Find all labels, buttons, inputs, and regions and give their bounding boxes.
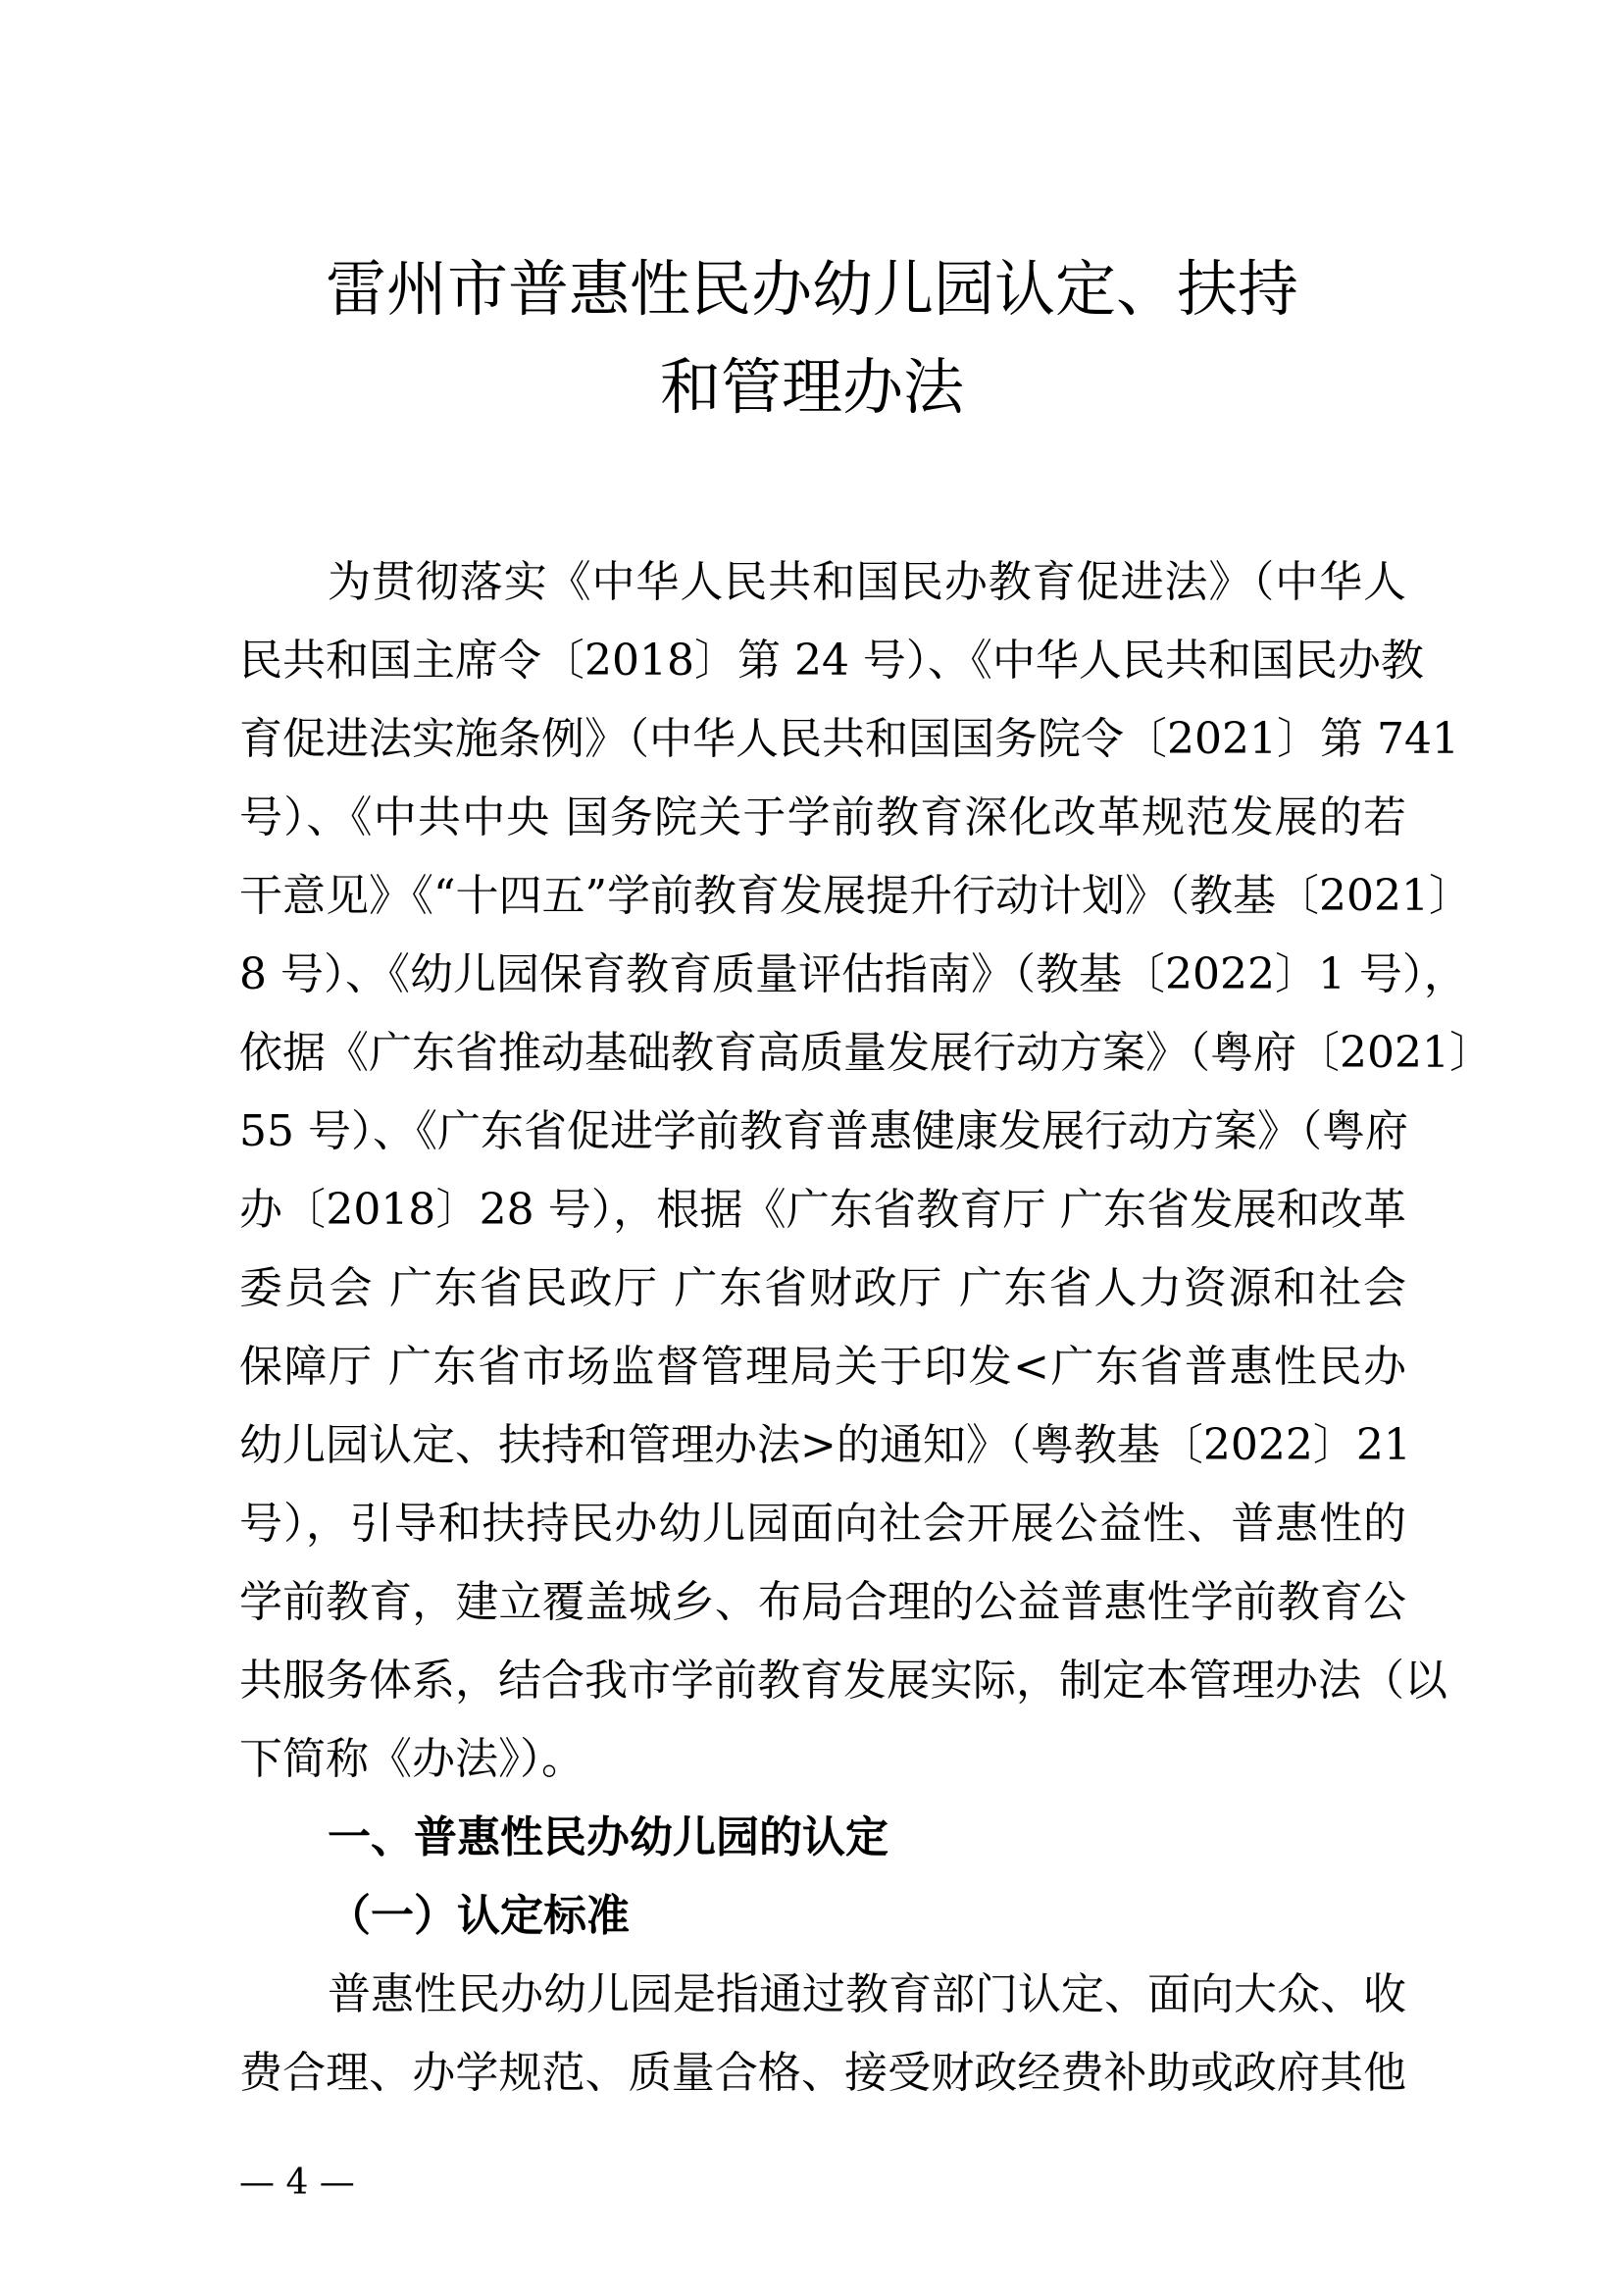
paragraph-line: 委员会 广东省民政厅 广东省财政厅 广东省人力资源和社会 — [239, 1263, 1406, 1313]
paragraph-line: 费合理、办学规范、质量合格、接受财政经费补助或政府其他 — [239, 2048, 1406, 2098]
section-heading: 一、普惠性民办幼儿园的认定 — [328, 1812, 888, 1862]
paragraph-line: 号），引导和扶持民办幼儿园面向社会开展公益性、普惠性的 — [239, 1499, 1406, 1549]
paragraph-line: 办〔2018〕28 号），根据《广东省教育厅 广东省发展和改革 — [239, 1185, 1406, 1235]
paragraph-line: 55 号）、《广东省促进学前教育普惠健康发展行动方案》（粤府 — [239, 1106, 1408, 1156]
paragraph-line: 下简称《办法》）。 — [239, 1734, 584, 1784]
paragraph-line: 民共和国主席令〔2018〕第 24 号）、《中华人民共和国民办教 — [239, 636, 1424, 686]
paragraph-line: 依据《广东省推动基础教育高质量发展行动方案》（粤府〔2021〕 — [239, 1028, 1493, 1078]
paragraph-line: 共服务体系，结合我市学前教育发展实际，制定本管理办法（以 — [239, 1656, 1447, 1706]
paragraph-line: 幼儿园认定、扶持和管理办法>的通知》（粤教基〔2022〕21 — [239, 1420, 1411, 1470]
paragraph-line: 号）、《中共中央 国务院关于学前教育深化改革规范发展的若 — [239, 792, 1406, 842]
paragraph-line: 普惠性民办幼儿园是指通过教育部门认定、面向大众、收 — [328, 1969, 1406, 2019]
subsection-heading: （一）认定标准 — [328, 1891, 630, 1941]
document-title-line-2: 和管理办法 — [659, 351, 964, 423]
paragraph-line: 学前教育，建立覆盖城乡、布局合理的公益普惠性学前教育公 — [239, 1577, 1406, 1627]
paragraph-line: 育促进法实施条例》（中华人民共和国国务院令〔2021〕第 741 — [239, 714, 1459, 764]
paragraph-line: 为贯彻落实《中华人民共和国民办教育促进法》（中华人 — [328, 557, 1406, 607]
paragraph-line: 8 号）、《幼儿园保育教育质量评估指南》（教基〔2022〕1 号）， — [239, 949, 1467, 999]
paragraph-line: 保障厅 广东省市场监督管理局关于印发<广东省普惠性民办 — [239, 1342, 1406, 1392]
paragraph-line: 干意见》《“十四五”学前教育发展提升行动计划》（教基〔2021〕 — [239, 871, 1472, 921]
document-title-line-1: 雷州市普惠性民办幼儿园认定、扶持 — [325, 253, 1298, 325]
page-number: — 4 — — [239, 2163, 355, 2203]
